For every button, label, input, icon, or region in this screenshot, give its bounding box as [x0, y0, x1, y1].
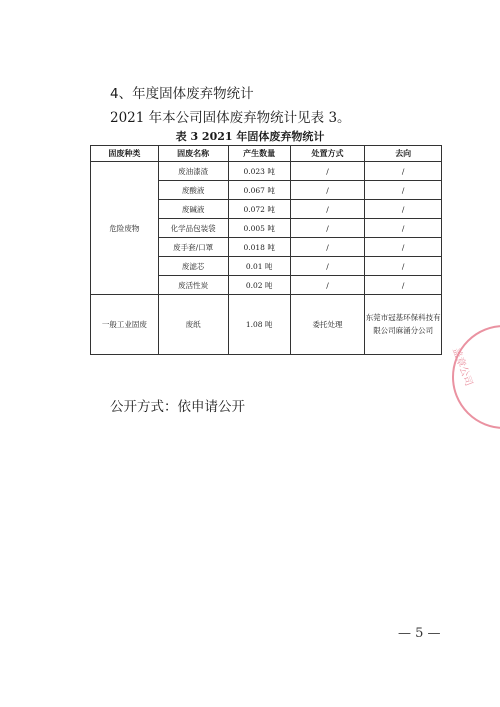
page-number: — 5 —	[398, 626, 441, 641]
method-cell: /	[290, 257, 365, 276]
seal-text: 盖章公司	[449, 346, 474, 388]
method-cell: /	[290, 181, 365, 200]
waste-name-cell: 废活性炭	[158, 276, 228, 295]
quantity-cell: 0.072 吨	[228, 200, 290, 219]
destination-cell: 东莞市冠基环保科技有限公司麻涌分公司	[365, 295, 442, 355]
waste-name-cell: 废酸液	[158, 181, 228, 200]
header-destination: 去向	[365, 146, 442, 162]
destination-cell: /	[365, 162, 442, 181]
quantity-cell: 0.01 吨	[228, 257, 290, 276]
header-disposal-method: 处置方式	[290, 146, 365, 162]
quantity-cell: 1.08 吨	[228, 295, 290, 355]
header-name: 固废名称	[158, 146, 228, 162]
table-row	[91, 162, 442, 181]
waste-statistics-table	[90, 145, 442, 355]
table-caption: 表 3 2021 年固体废弃物统计	[175, 130, 325, 143]
method-cell: 委托处理	[290, 295, 365, 355]
destination-cell: /	[365, 181, 442, 200]
quantity-cell: 0.02 吨	[228, 276, 290, 295]
disclosure-method: 公开方式：依申请公开	[110, 399, 245, 415]
destination-cell: /	[365, 276, 442, 295]
waste-name-cell: 废碱液	[158, 200, 228, 219]
quantity-cell: 0.005 吨	[228, 219, 290, 238]
destination-cell: /	[365, 257, 442, 276]
hazardous-category-cell: 危险废物	[91, 162, 159, 295]
quantity-cell: 0.067 吨	[228, 181, 290, 200]
general-category-cell: 一般工业固废	[91, 295, 159, 355]
method-cell: /	[290, 238, 365, 257]
quantity-cell: 0.018 吨	[228, 238, 290, 257]
waste-name-cell: 化学品包装袋	[158, 219, 228, 238]
waste-name-cell: 废滤芯	[158, 257, 228, 276]
section-heading: 4、年度固体废弃物统计	[110, 86, 254, 102]
destination-cell: /	[365, 219, 442, 238]
method-cell: /	[290, 276, 365, 295]
destination-cell: /	[365, 238, 442, 257]
method-cell: /	[290, 200, 365, 219]
waste-name-cell: 废纸	[158, 295, 228, 355]
quantity-cell: 0.023 吨	[228, 162, 290, 181]
company-seal-stamp	[449, 325, 500, 429]
method-cell: /	[290, 162, 365, 181]
waste-name-cell: 废手套/口罩	[158, 238, 228, 257]
table-header-row	[91, 146, 442, 162]
destination-cell: /	[365, 200, 442, 219]
waste-name-cell: 废油漆渣	[158, 162, 228, 181]
method-cell: /	[290, 219, 365, 238]
table-row	[91, 295, 442, 355]
header-category: 固废种类	[91, 146, 159, 162]
intro-paragraph: 2021 年本公司固体废弃物统计见表 3。	[110, 110, 351, 126]
header-quantity: 产生数量	[228, 146, 290, 162]
